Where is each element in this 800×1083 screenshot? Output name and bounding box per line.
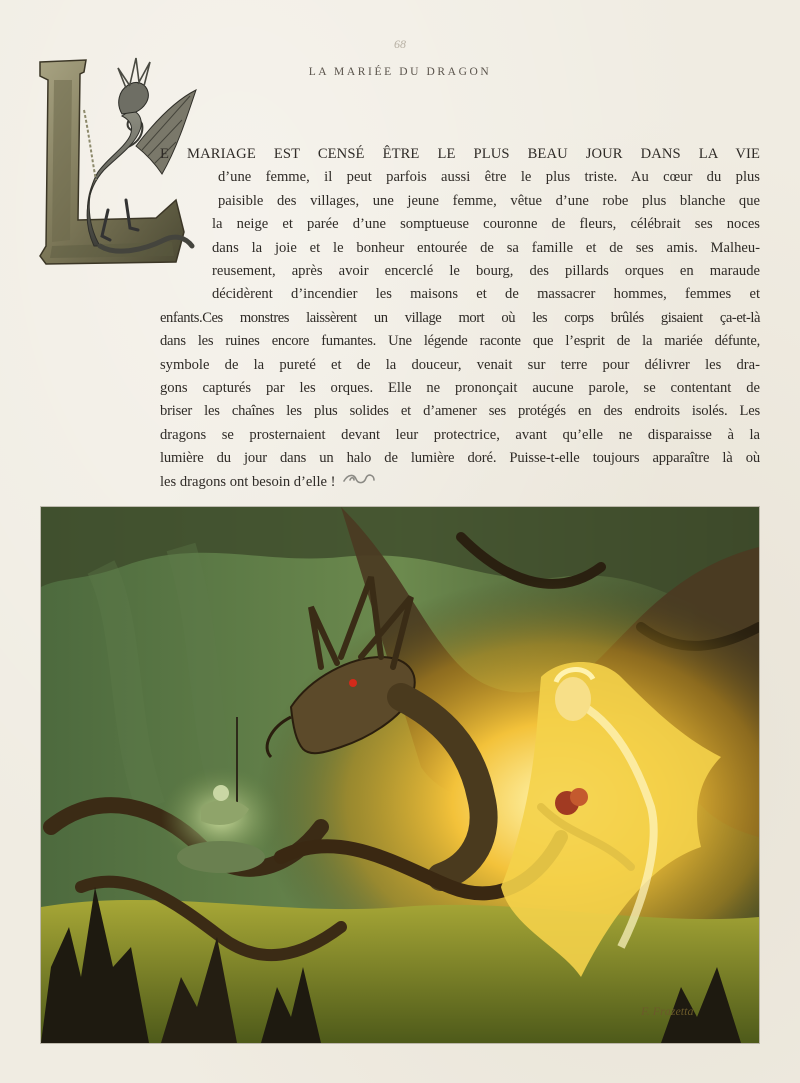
text-line: E MARIAGE EST CENSÉ ÊTRE LE PLUS BEAU JOUR DANS LA VIE — [160, 146, 760, 162]
dragon-ornament-icon — [342, 471, 376, 494]
text-line: la neige et parée d’une somptueuse couronne de fleurs, célébrait ses noces — [212, 216, 760, 233]
text-line: lumière du jour dans un halo de lumière doré. Puisse-t-elle toujours apparaître là où — [160, 450, 760, 467]
text-line: enfants.Ces monstres laissèrent un village mort où les corps brûlés gisaient ça-et-là — [160, 309, 760, 326]
text-line: paisible des villages, une jeune femme, vêtue d’une robe plus blanche que — [218, 192, 760, 209]
text-line: décidèrent d’incendier les maisons et de massacrer hommes, femmes et — [212, 286, 760, 303]
painter-signature: F. Frazetta — [641, 1004, 694, 1018]
text-line: d’une femme, il peut parfois aussi être le plus triste. Au cœur du plus — [218, 169, 760, 186]
text-line: reusement, après avoir encerclé le bourg, des pillards orques en maraude — [212, 263, 760, 280]
illustration-bride-and-dragon — [41, 507, 759, 1043]
text-line-final-text: les dragons ont besoin d’elle ! — [160, 473, 336, 490]
text-line: gons capturés par les orques. Elle ne prononçait aucune parole, se contentant de — [160, 380, 760, 397]
text-line: dans la joie et le bonheur entourée de sa famille et de ses amis. Malheu- — [212, 239, 760, 256]
article-text — [160, 143, 760, 494]
page-number: 68 — [394, 37, 406, 51]
running-head: LA MARIÉE DU DRAGON — [308, 66, 492, 78]
text-line: symbole de la pureté et de la douceur, venait sur terre pour délivrer les dra- — [160, 356, 760, 373]
text-line-final — [160, 471, 760, 494]
text-line: dans les ruines encore fumantes. Une légende raconte que l’esprit de la mariée défunte, — [160, 333, 760, 350]
text-line: dragons se prosternaient devant leur protectrice, avant qu’elle ne disparaisse à la — [160, 426, 760, 443]
text-line: briser les chaînes les plus solides et d’amener ses protégés en des endroits isolés. Les — [160, 403, 760, 420]
